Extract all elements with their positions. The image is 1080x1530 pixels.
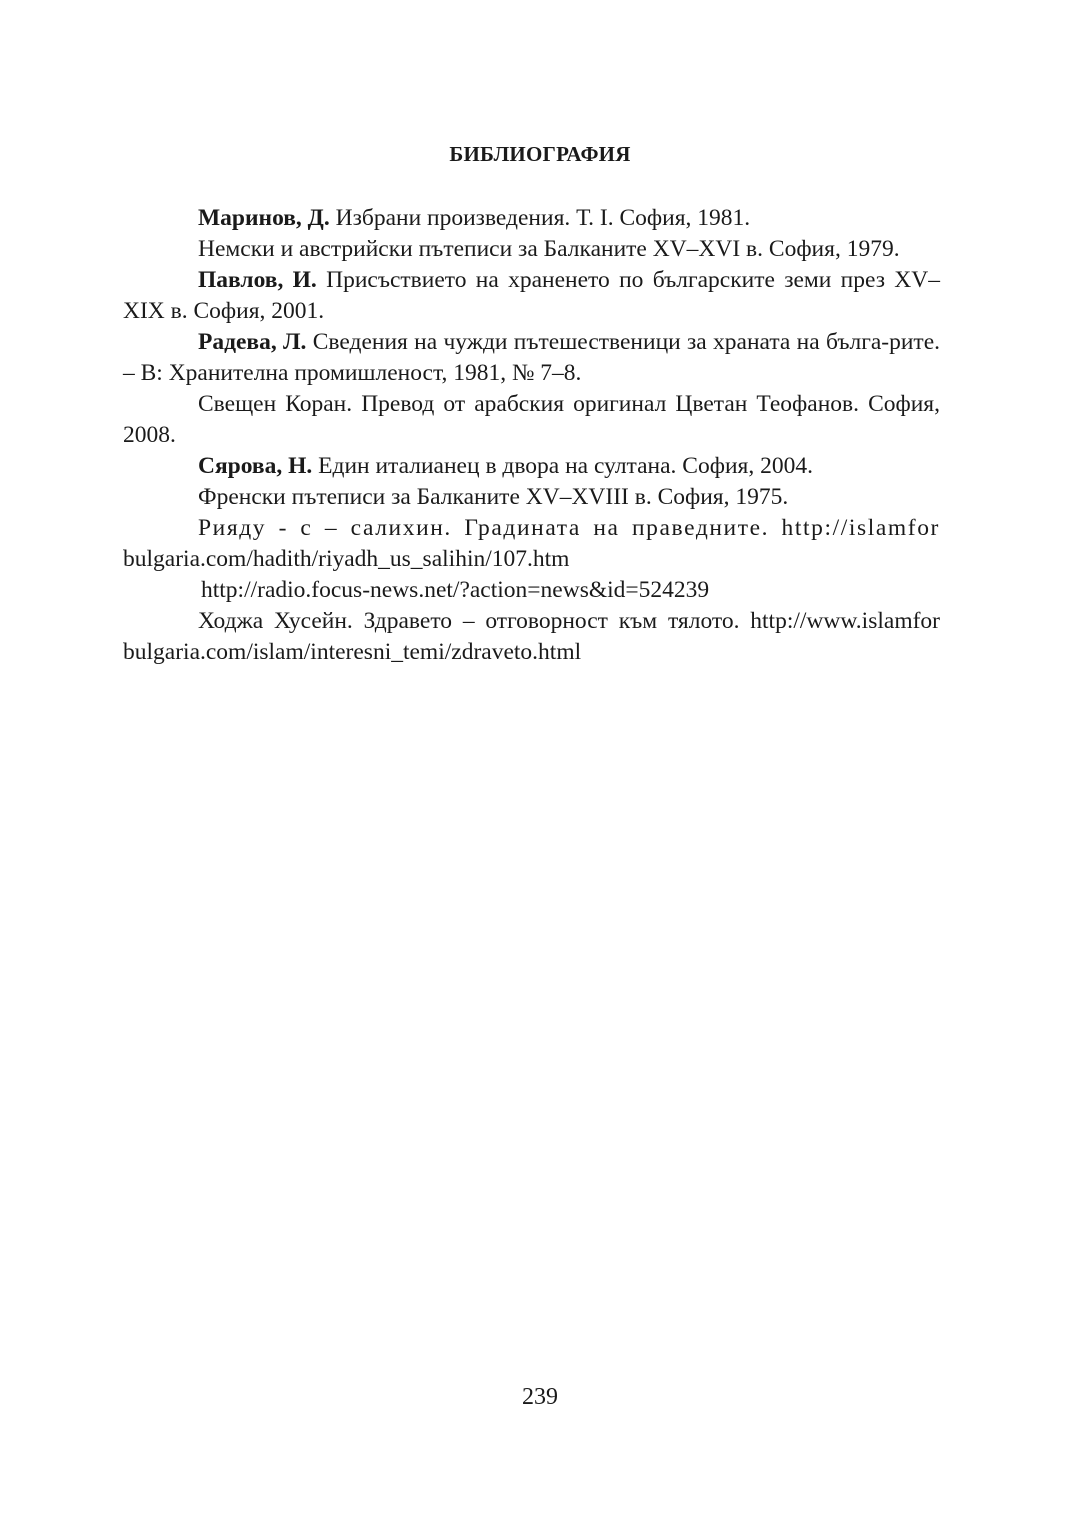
page-number: 239 (522, 1384, 558, 1410)
bibliography-list (123, 203, 940, 668)
entry-text: Свещен Коран. Превод от арабския оригинал Цветан Теофанов. София, 2008. (123, 391, 940, 448)
bibliography-entry-continuation (123, 637, 940, 668)
bibliography-entry (123, 234, 940, 265)
entry-author: Маринов, Д. (198, 205, 330, 231)
page-title: БИБЛИОГРАФИЯ (449, 142, 631, 166)
bibliography-entry (123, 606, 940, 637)
entry-text: Френски пътеписи за Балканите XV–XVIII в. София, 1975. (198, 484, 789, 510)
bibliography-entry-continuation (123, 544, 940, 575)
entry-author: Радева, Л. (198, 329, 307, 355)
entry-author: Сярова, Н. (198, 453, 313, 479)
bibliography-entry (123, 482, 940, 513)
entry-url: http://radio.focus-news.net/?action=news&id=524239 (201, 577, 710, 603)
entry-author: Павлов, И. (198, 267, 317, 293)
entry-text: Присъствието на храненето по българските земи през XV–XIX в. София, 2001. (123, 267, 940, 324)
entry-text: Немски и австрийски пътеписи за Балканите XV–XVI в. София, 1979. (198, 236, 900, 262)
entry-text: Един италианец в двора на султана. София, 2004. (312, 453, 813, 479)
entry-text: Ходжа Хусейн. Здравето – отговорност към тялото. http://www.islamfor (198, 608, 940, 634)
entry-url: bulgaria.com/hadith/riyadh_us_salihin/107.htm (123, 546, 570, 572)
bibliography-entry (123, 451, 940, 482)
bibliography-entry (123, 327, 940, 389)
bibliography-entry (123, 265, 940, 327)
bibliography-entry (123, 389, 940, 451)
entry-text: Рияду - с – салихин. Градината на праведните. http://islamfor (198, 515, 940, 541)
bibliography-entry (123, 575, 940, 606)
entry-text: Сведения на чужди пътешественици за храната на бълга-рите. – В: Хранителна промишленост, 1981, № 7–8. (123, 329, 941, 386)
bibliography-entry (123, 203, 940, 234)
entry-url: bulgaria.com/islam/interesni_temi/zdraveto.html (123, 639, 582, 665)
entry-text: Избрани произведения. Т. I. София, 1981. (329, 205, 751, 231)
bibliography-entry (123, 513, 940, 544)
